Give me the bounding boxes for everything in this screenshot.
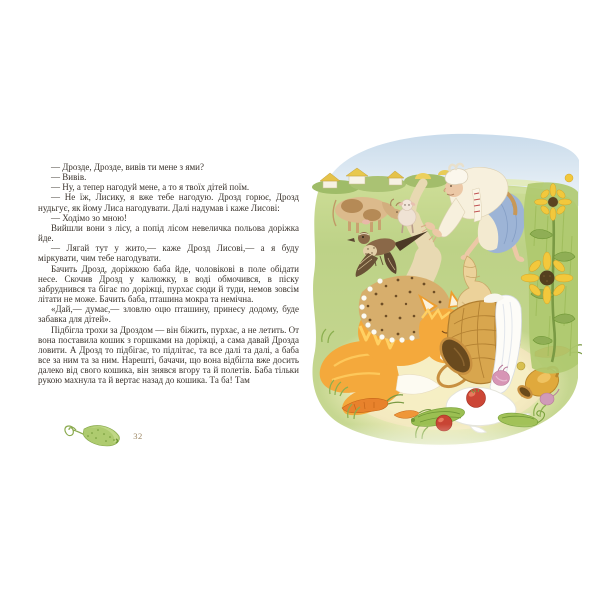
paragraph: — Не їж, Лисику, я вже тебе нагодую. Дрозд горює, Дрозд нудьгує, як йому Лиса нагодувати. Далі надумав і каже Лисові: — [38, 192, 299, 213]
sunflower-bud — [565, 174, 573, 182]
tomato — [467, 389, 486, 408]
story-text — [38, 162, 299, 385]
paragraph: — Дрозде, Дрозде, вивів ти мене з ями? — [51, 162, 204, 172]
cow-udder — [362, 220, 370, 225]
paragraph: «Дай,— думає,— зловлю оцю пташину, принесу додому, буде забавка для дітей». — [38, 304, 299, 325]
bottom-fade — [304, 424, 582, 466]
paragraph: Підбігла трохи за Дроздом — він біжить, пурхає, а не летить. От вона поставила кошик з горшками на доріжці, а сама давай Дрозда ловити. А Дрозд то підбігає, то підлітає, та все далі та далі, а баба все за ним та за ним. Нарешті, бачачи, що вона відбігла вже досить далеко від свого кошика, він знявся вгору та й полетів. Баба тільки рукою махнула та й вертає назад до кошика. Та ба! Там — [38, 324, 299, 386]
lamb-head — [402, 200, 413, 211]
right-page-illustration — [304, 126, 582, 466]
paragraph: — Ходімо зо мною! — [51, 212, 127, 223]
page-number: 32 — [133, 431, 143, 441]
paragraph: — Лягай тут у жито,— каже Дрозд Лисові,— а я буду міркувати, чим тебе нагодувати. — [38, 243, 299, 264]
paragraph: Вийшли вони з лісу, а попід лісом невеличка польова доріжка йде. — [38, 222, 299, 244]
paragraph: — Вивів. — [51, 172, 87, 183]
small-fruit — [517, 362, 525, 370]
paragraph: — Ну, а тепер нагодуй мене, а то я твоїх дітей поїм. — [51, 182, 250, 193]
paragraph: Бачить Дрозд, доріжкою баба йде, чоловікові в поле обідати несе. Скочив Дрозд у калюжку, в воді обмочився, в піску забруднився та бігає по доріжці, пурхає сюди й туди, немов зовсім літати не може. Бачить баба, пташина мокра та немічна. — [38, 263, 299, 305]
cucumber-vignette-illustration — [60, 415, 128, 455]
